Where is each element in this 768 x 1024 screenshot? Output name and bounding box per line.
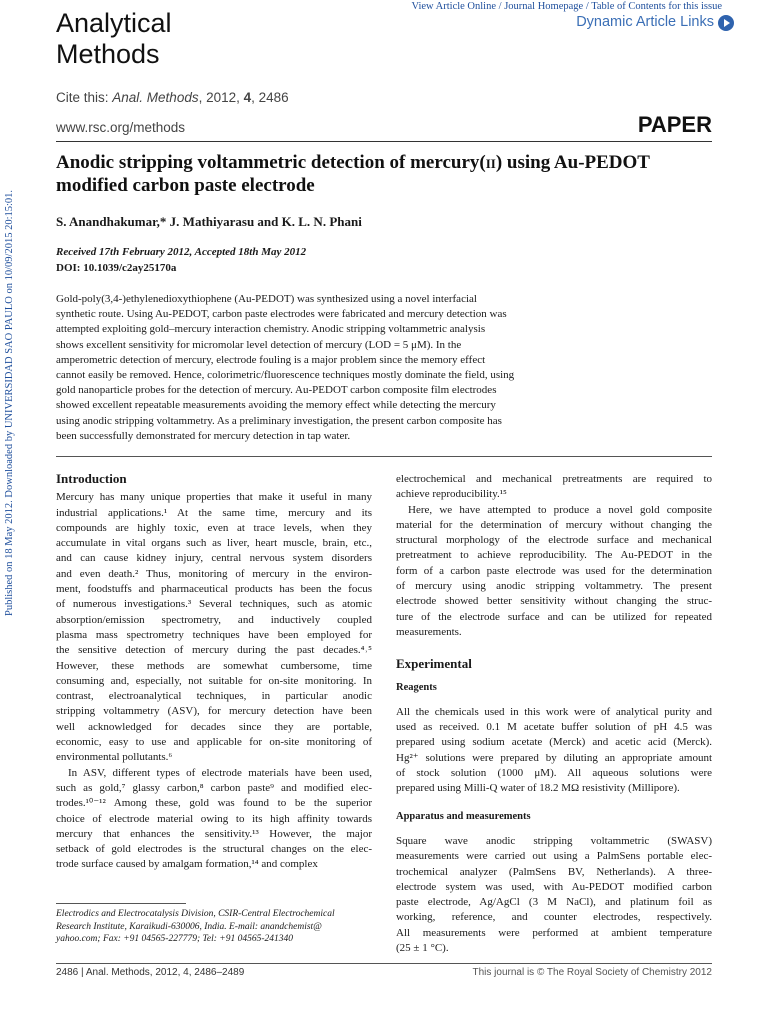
abstract-line: shows excellent sensitivity for micromolar level detection of mercury (LOD = 5 μM). In the (56, 338, 462, 351)
apparatus-line: working, reference, and counter electrodes, respectively. (396, 911, 712, 924)
intro-line: consuming and, especially, not suitable for on-site monitoring. In (56, 674, 372, 687)
intro-line: achieve reproducibility.¹⁵ (396, 488, 507, 501)
reagents-line: prepared using sodium acetate (Merck) and acetic acid (Merck). (396, 736, 712, 749)
intro-line: such as gold,⁷ glassy carbon,⁸ carbon paste⁹ and modified elec- (56, 781, 372, 794)
cite-page: , 2486 (251, 90, 289, 105)
article-title (56, 151, 716, 197)
title-roman-numeral: ii (485, 152, 496, 173)
right-column (396, 472, 712, 956)
reagents-line: Hg²⁺ solutions were prepared by diluting an appropriate amount (396, 751, 712, 764)
abstract (56, 292, 562, 444)
intro-line: Mercury has many unique properties that make it useful in many (56, 491, 372, 504)
intro-line: well acknowledged for decades since they are portable, (56, 720, 372, 733)
apparatus-line: (25 ± 1 °C). (396, 942, 449, 955)
intro-line: However, these methods are somewhat cumbersome, time (56, 659, 372, 672)
cite-journal: Anal. Methods (112, 90, 199, 105)
experimental-heading: Experimental (396, 656, 472, 672)
introduction-heading: Introduction (56, 471, 127, 486)
apparatus-line: electrode system was used, with Au-PEDOT modified carbon (396, 880, 712, 893)
title-line1-b: ) using Au-PEDOT (495, 152, 650, 173)
footnote-divider (56, 903, 186, 904)
intro-line: ment, foodstuffs and pharmaceutical products has been the focus (56, 583, 372, 596)
header-divider (56, 141, 712, 142)
affiliation-footnote (56, 908, 372, 946)
citation (56, 90, 289, 105)
intro-line: economic, easy to use and applicable for on-site monitoring of (56, 736, 372, 749)
link-separator: / (583, 1, 592, 12)
intro-line: electrode showed better sensitivity without changing the struc- (396, 595, 712, 608)
intro-line: ture of the electrode surface and can be utilized for repeated (396, 610, 712, 623)
apparatus-line: paste electrode, Ag/AgCl (3 M NaCl), and platinum foil as (396, 896, 712, 909)
intro-line: structural morphology of the electrode surface and mechanical (396, 534, 712, 547)
received-info (56, 244, 306, 276)
abstract-line: Gold-poly(3,4-)ethylenedioxythiophene (Au-PEDOT) was synthesized using a novel interfacial (56, 293, 477, 305)
intro-line: of mercury using anodic stripping voltammetry. The present (396, 580, 712, 593)
intro-line: measurements. (396, 625, 462, 638)
footer-copyright: This journal is © The Royal Society of Chemistry 2012 (472, 967, 712, 978)
reagents-line: of stock solution (1000 μM). All aqueous solutions were (396, 767, 712, 780)
apparatus-line: Square wave anodic stripping voltammetric (SWASV) (396, 834, 712, 847)
intro-line: pretreatment to achieve reproducibility. The Au-PEDOT in the (396, 549, 712, 562)
intro-line: form of a carbon paste electrode was used for the determination (396, 564, 712, 577)
journal-title (56, 8, 296, 70)
intro-line: setback of gold electrodes is the structural changes on the elec- (56, 843, 372, 856)
link-separator: / (496, 1, 505, 12)
intro-para3 (396, 503, 712, 641)
intro-line: contrast, electroanalytical techniques, in particular anodic (56, 690, 372, 703)
reagents-heading: Reagents (396, 681, 437, 693)
journal-homepage-link[interactable]: Journal Homepage (504, 1, 584, 12)
intro-continuation (396, 472, 712, 503)
intro-line: mercury that enhances the sensitivity.¹³ However, the major (56, 827, 372, 840)
title-line1-a: Anodic stripping voltammetric detection of mercury( (56, 152, 486, 173)
footer-page-citation: 2486 | Anal. Methods, 2012, 4, 2486–2489 (56, 967, 245, 978)
cite-volume: 4 (243, 90, 252, 105)
intro-line: material for the determination of mercury without changing the (396, 518, 712, 531)
intro-line: In ASV, different types of electrode materials have been used, (68, 766, 372, 779)
abstract-line: amperometric detection of mercury, electrode fouling is a major problem since the memory effect (56, 353, 486, 366)
apparatus-paragraph (396, 834, 712, 956)
intro-line: compounds are highly toxic, even at trace levels, when they (56, 521, 372, 534)
abstract-divider (56, 456, 712, 457)
intro-line: plasma mass spectrometry techniques have been employed for (56, 628, 372, 641)
top-links (412, 1, 723, 12)
abstract-line: synthetic route. Using Au-PEDOT, carbon paste electrodes were fabricated and mercury detection was (56, 308, 507, 321)
doi[interactable]: DOI: 10.1039/c2ay25170a (56, 262, 177, 274)
dynamic-links-label[interactable]: Dynamic Article Links (576, 14, 714, 30)
dynamic-article-links[interactable] (576, 14, 714, 30)
abstract-line: using anodic stripping voltammetry. As a preliminary investigation, the present carbon composite has (56, 414, 502, 427)
abstract-line: cannot easily be removed. Hence, colorimetric/fluorescence techniques mostly dominate the field, using (56, 369, 515, 382)
journal-title-line1: Analytical (56, 8, 172, 38)
intro-line: electrochemical and mechanical pretreatments are required to (396, 473, 712, 485)
paper-type-label: PAPER (637, 112, 712, 137)
reagents-line: All the chemicals used in this work were of analytical purity and (396, 705, 712, 718)
footer-divider (56, 963, 712, 964)
abstract-line: been successfully demonstrated for mercury detection in tap water. (56, 429, 351, 442)
cite-prefix: Cite this: (56, 90, 113, 105)
intro-line: stripping voltammetry (ASV), for mercury detection have been (56, 705, 372, 718)
download-watermark (0, 186, 18, 616)
journal-url[interactable]: www.rsc.org/methods (56, 120, 186, 135)
intro-line: industrial applications.¹ At the same time, mercury and its (56, 506, 372, 519)
download-watermark-text: Published on 18 May 2012. Downloaded by UNIVERSIDAD SAO PAULO on 10/09/2015 20:15:01. (4, 189, 15, 616)
toc-link[interactable]: Table of Contents for this issue (591, 1, 722, 12)
abstract-line: attempted exploiting gold–mercury interaction chemistry. Anodic stripping voltammetric analysis (56, 323, 486, 336)
intro-line: trode surface caused by amalgam formation,¹⁴ and complex (56, 858, 318, 871)
apparatus-line: All measurements were performed at ambient temperature (396, 926, 712, 939)
intro-line: environmental pollutants.⁶ (56, 751, 173, 764)
intro-line: Here, we have attempted to produce a novel gold composite (408, 503, 712, 516)
introduction-para2 (56, 766, 372, 873)
intro-line: absorption/emission spectrometry, and inductively coupled (56, 613, 372, 626)
left-column (56, 471, 372, 873)
journal-title-line2: Methods (56, 39, 160, 69)
intro-line: the sensitive detection of mercury during the past decades.⁴˒⁵ (56, 644, 372, 657)
authors: S. Anandhakumar,* J. Mathiyarasu and K. L. N. Phani (56, 214, 362, 229)
introduction-para1 (56, 490, 372, 765)
footnote-line: Electrodics and Electrocatalysis Division, CSIR-Central Electrochemical (56, 909, 335, 919)
abstract-line: showed excellent repeatable measurements avoiding the memory effect while detecting the mercury (56, 399, 496, 412)
apparatus-line: measurements were carried out using a PalmSens portable elec- (396, 850, 712, 863)
footnote-line: yahoo.com; Fax: +91 04565-227779; Tel: +91 04565-241340 (56, 934, 294, 944)
cite-year: , 2012, (198, 90, 244, 105)
apparatus-line: trochemical analyzer (PalmSens BV, Netherlands). A three- (396, 865, 712, 878)
intro-line: of numerous investigations.³ Several techniques, such as atomic (56, 598, 372, 611)
reagents-line: prepared using Milli-Q water of 18.2 MΩ resistivity (Millipore). (396, 782, 680, 795)
intro-line: trodes.¹⁰⁻¹² Among these, gold was found to be the superior (56, 797, 372, 810)
reagents-paragraph (396, 705, 712, 797)
play-arrow-icon[interactable] (718, 15, 734, 31)
abstract-line: gold nanoparticle probes for the detection of mercury. Au-PEDOT carbon composite film electrodes (56, 384, 497, 397)
intro-line: accumulate in vital organs such as liver, heart muscle, brain, etc., (56, 537, 372, 550)
title-line2: modified carbon paste electrode (56, 175, 315, 196)
apparatus-heading: Apparatus and measurements (396, 810, 531, 822)
received-dates: Received 17th February 2012, Accepted 18th May 2012 (56, 246, 307, 258)
view-article-online-link[interactable]: View Article Online (411, 1, 497, 12)
intro-line: and even death.² Thus, monitoring of mercury in the environ- (56, 567, 372, 580)
intro-line: and can cause kidney injury, central nervous system disorders (56, 552, 372, 565)
footnote-line: Research Institute, Karaikudi-630006, India. E-mail: anandchemist@ (56, 921, 322, 932)
reagents-line: used as received. 0.1 M acetate buffer solution of pH 4.5 was (396, 721, 712, 734)
intro-line: choice of electrode material owing to its high affinity towards (56, 812, 372, 825)
